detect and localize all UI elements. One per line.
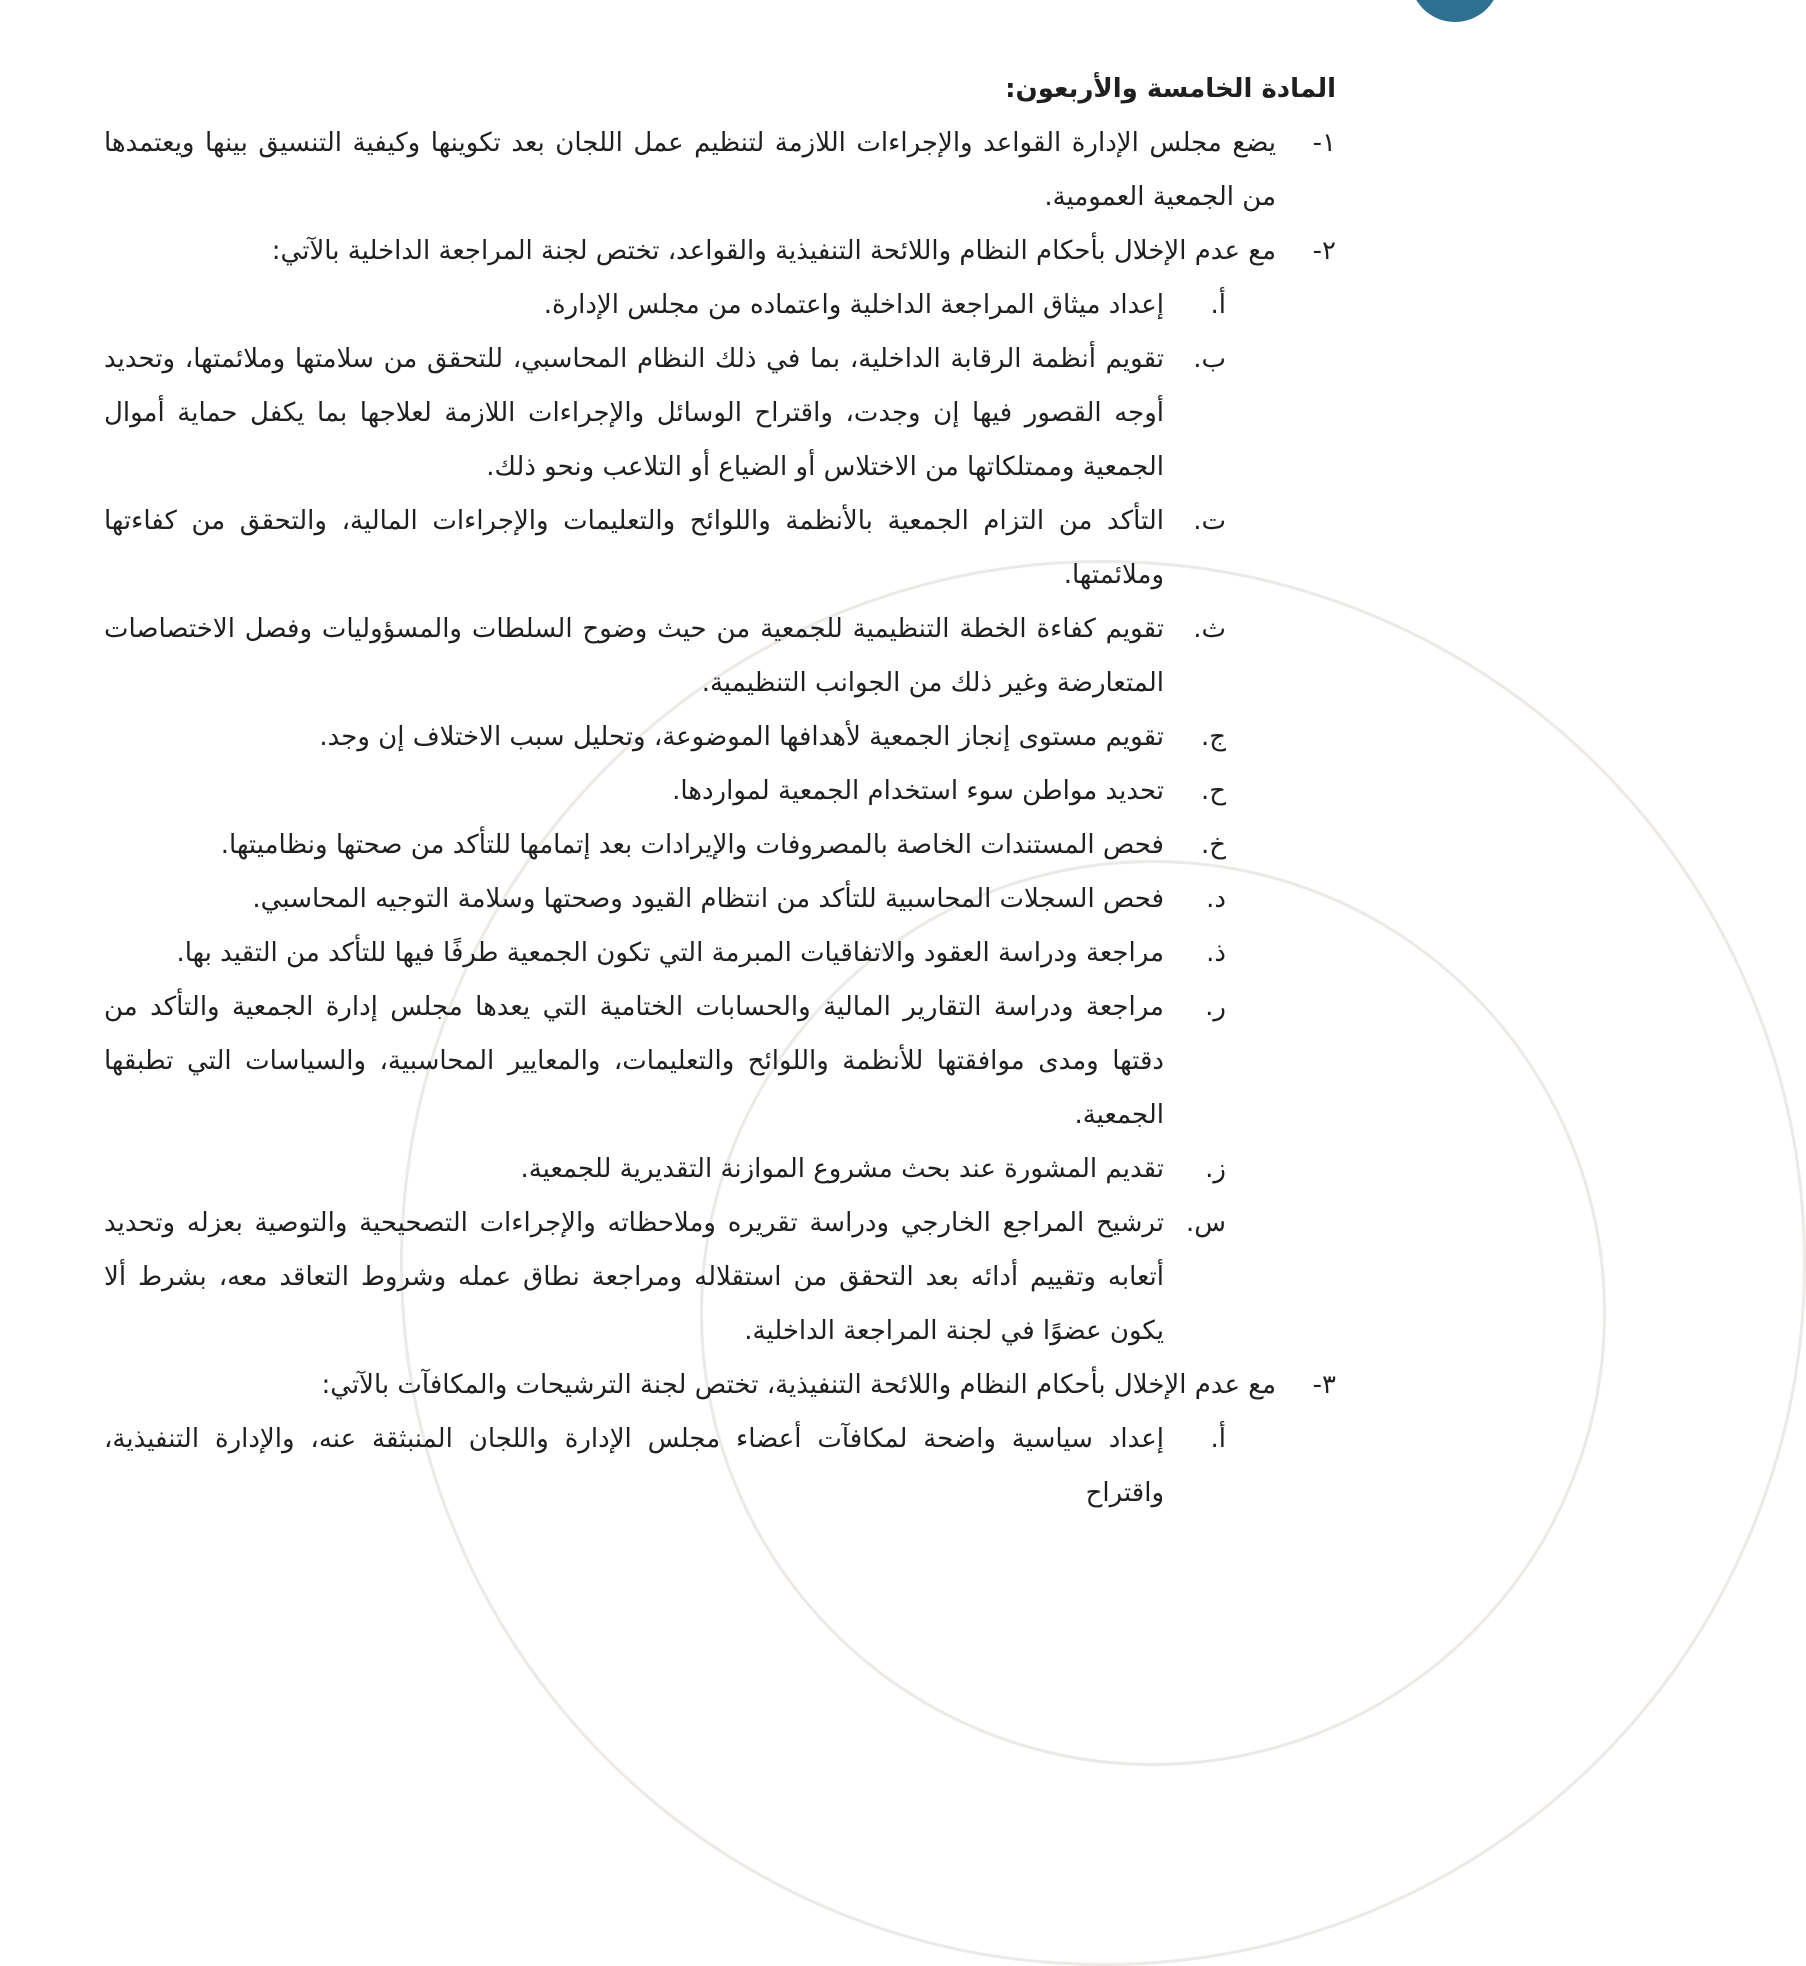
clause-text: يضع مجلس الإدارة القواعد والإجراءات اللازمة لتنظيم عمل اللجان بعد تكوينها وكيفية التنسيق بينها ويعتمدها من الجمعية العمومية. [104,128,1276,212]
sub-clause [104,980,1336,1142]
clause-number: ١- [1312,128,1336,158]
sub-clause [104,710,1336,764]
sub-clause [104,872,1336,926]
clause-text: مع عدم الإخلال بأحكام النظام واللائحة التنفيذية، تختص لجنة الترشيحات والمكافآت بالآتي: [321,1370,1276,1400]
sub-clause [104,1196,1336,1358]
clause-2 [104,224,1336,278]
sub-clause [104,278,1336,332]
sub-clause-text: تقويم كفاءة الخطة التنظيمية للجمعية من حيث وضوح السلطات والمسؤوليات وفصل الاختصاصات المتعارضة وغير ذلك من الجوانب التنظيمية. [104,614,1164,698]
sub-clause-text: التأكد من التزام الجمعية بالأنظمة واللوائح والتعليمات والإجراءات المالية، والتحقق من كفاءتها وملائمتها. [104,506,1164,590]
sub-clause [104,1412,1336,1520]
document-page [104,62,1336,1520]
sub-clause-letter: ج. [1200,722,1226,752]
sub-clause-text: مراجعة ودراسة التقارير المالية والحسابات الختامية التي يعدها مجلس إدارة الجمعية والتأكد من دقتها ومدى موافقتها للأنظمة واللوائح والتعليمات، والمعايير المحاسبية، والسياسات التي تطبقها الجمعية. [104,992,1164,1130]
sub-clause [104,764,1336,818]
sub-clause-letter: ح. [1200,776,1226,806]
sub-clause-letter: أ. [1210,1424,1226,1454]
clause-text: مع عدم الإخلال بأحكام النظام واللائحة التنفيذية والقواعد، تختص لجنة المراجعة الداخلية بالآتي: [271,236,1276,266]
sub-clause [104,602,1336,710]
sub-clause-text: فحص المستندات الخاصة بالمصروفات والإيرادات بعد إتمامها للتأكد من صحتها ونظاميتها. [220,830,1164,860]
sub-clause-text: تقويم أنظمة الرقابة الداخلية، بما في ذلك النظام المحاسبي، للتحقق من سلامتها وملائمتها، وتحديد أوجه القصور فيها إن وجدت، واقتراح الوسائل والإجراءات اللازمة لعلاجها بما يكفل حماية أموال الجمعية وممتلكاتها من الاختلاس أو الضياع أو التلاعب ونحو ذلك. [104,344,1164,482]
sub-clause [104,926,1336,980]
sub-clause-text: فحص السجلات المحاسبية للتأكد من انتظام القيود وصحتها وسلامة التوجيه المحاسبي. [252,884,1164,914]
corner-decoration [1410,0,1500,22]
sub-clause [104,494,1336,602]
sub-clause-letter: د. [1206,884,1226,914]
sub-clause-letter: ت. [1193,506,1226,536]
sub-clause-text: تقويم مستوى إنجاز الجمعية لأهدافها الموضوعة، وتحليل سبب الاختلاف إن وجد. [319,722,1164,752]
sub-clause [104,332,1336,494]
clause-1 [104,116,1336,224]
article-title: المادة الخامسة والأربعون: [1005,74,1336,104]
clause-number: ٢- [1312,236,1336,266]
sub-clause-letter: ذ. [1206,938,1226,968]
clause-3 [104,1358,1336,1412]
clause-number: ٣- [1312,1370,1336,1400]
sub-clause-letter: ث. [1193,614,1226,644]
sub-clause-text: تقديم المشورة عند بحث مشروع الموازنة التقديرية للجمعية. [520,1154,1164,1184]
sub-clause-text: مراجعة ودراسة العقود والاتفاقيات المبرمة التي تكون الجمعية طرفًا فيها للتأكد من التقيد بها. [176,938,1164,968]
sub-clause-text: إعداد سياسية واضحة لمكافآت أعضاء مجلس الإدارة واللجان المنبثقة عنه، والإدارة التنفيذية، واقتراح [104,1424,1164,1508]
sub-clause-text: تحديد مواطن سوء استخدام الجمعية لمواردها. [672,776,1164,806]
sub-clause-text: ترشيح المراجع الخارجي ودراسة تقريره وملاحظاته والإجراءات التصحيحية والتوصية بعزله وتحديد أتعابه وتقييم أدائه بعد التحقق من استقلاله ومراجعة نطاق عمله وشروط التعاقد معه، بشرط ألا يكون عضوًا في لجنة المراجعة الداخلية. [104,1208,1164,1346]
sub-clause-letter: أ. [1210,290,1226,320]
sub-clause-letter: س. [1185,1208,1226,1238]
sub-clause-letter: ر. [1205,992,1226,1022]
sub-clause [104,818,1336,872]
sub-clause-letter: ز. [1205,1154,1226,1184]
sub-clause-text: إعداد ميثاق المراجعة الداخلية واعتماده من مجلس الإدارة. [543,290,1164,320]
sub-clause-letter: ب. [1193,344,1226,374]
sub-clause [104,1142,1336,1196]
sub-clause-letter: خ. [1200,830,1226,860]
